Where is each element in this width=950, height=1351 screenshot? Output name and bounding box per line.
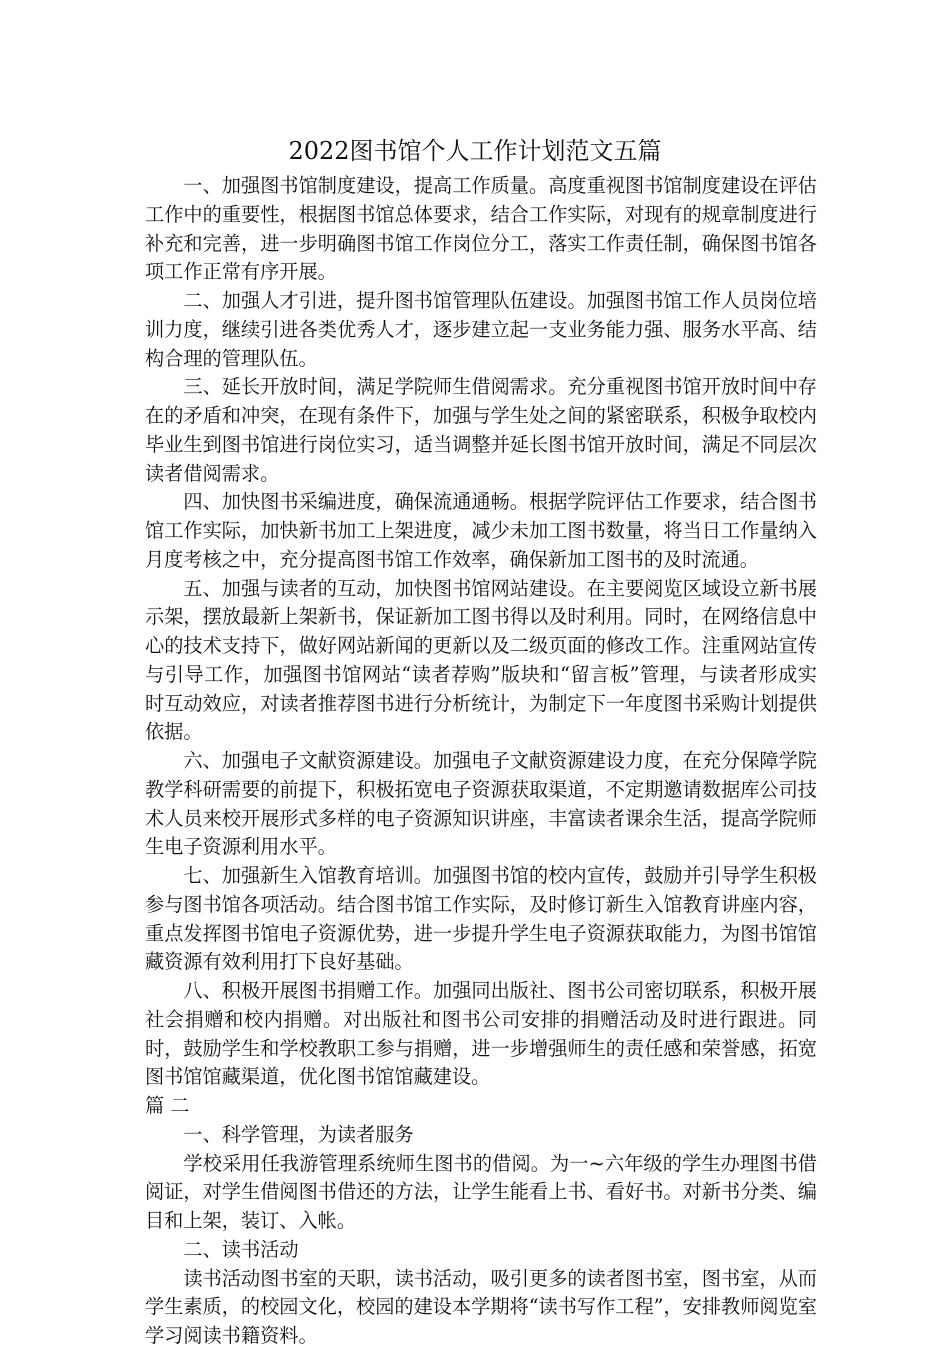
document-title: 2022图书馆个人工作计划范文五篇 <box>288 137 662 165</box>
section-two-subheading-1: 一、科学管理，为读者服务 <box>183 1122 414 1146</box>
paragraph-5: 五、加强与读者的互动，加快图书馆网站建设。在主要阅览区域设立新书展示架，摆放最新上架新书，保证新加工图书得以及时利用。同时，在网络信息中心的技术支持下，做好网站新闻的更新以及二级页面的修改工作。注重网站宣传与引导工作，加强图书馆网站“读者荐购”版块和“留言板”管理，与读者形成实时互动效应，对读者推荐图书进行分析统计，为制定下一年度图书采购计划提供依据。 <box>145 576 817 744</box>
paragraph-1: 一、加强图书馆制度建设，提高工作质量。高度重视图书馆制度建设在评估工作中的重要性，根据图书馆总体要求，结合工作实际，对现有的规章制度进行补充和完善，进一步明确图书馆工作岗位分工，落实工作责任制，确保图书馆各项工作正常有序开展。 <box>145 174 817 284</box>
section-two-heading: 篇 二 <box>145 1094 190 1117</box>
paragraph-6: 六、加强电子文献资源建设。加强电子文献资源建设力度，在充分保障学院教学科研需要的前提下，积极拓宽电子资源获取渠道，不定期邀请数据库公司技术人员来校开展形式多样的电子资源知识讲座，丰富读者课余生活，提高学院师生电子资源利用水平。 <box>145 749 817 859</box>
paragraph-7: 七、加强新生入馆教育培训。加强图书馆的校内宣传，鼓励并引导学生积极参与图书馆各项活动。结合图书馆工作实际，及时修订新生入馆教育讲座内容，重点发挥图书馆电子资源优势，进一步提升学生电子资源获取能力，为图书馆馆藏资源有效利用打下良好基础。 <box>145 864 817 974</box>
section-two-paragraph-1: 学校采用任我游管理系统师生图书的借阅。为一~六年级的学生办理图书借阅证，对学生借阅图书借还的方法，让学生能看上书、看好书。对新书分类、编目和上架，装订、入帐。 <box>145 1151 817 1232</box>
paragraph-4: 四、加快图书采编进度，确保流通通畅。根据学院评估工作要求，结合图书馆工作实际，加快新书加工上架进度，减少未加工图书数量，将当日工作量纳入月度考核之中，充分提高图书馆工作效率，确保新加工图书的及时流通。 <box>145 490 817 571</box>
section-two-subheading-2: 二、读书活动 <box>183 1237 299 1261</box>
paragraph-2: 二、加强人才引进，提升图书馆管理队伍建设。加强图书馆工作人员岗位培训力度，继续引进各类优秀人才，逐步建立起一支业务能力强、服务水平高、结构合理的管理队伍。 <box>145 289 817 370</box>
section-two-paragraph-2: 读书活动图书室的天职，读书活动，吸引更多的读者图书室，图书室，从而学生素质，的校园文化，校园的建设本学期将“读书写作工程”，安排教师阅览室学习阅读书籍资料。 <box>145 1266 817 1347</box>
paragraph-8: 八、积极开展图书捐赠工作。加强同出版社、图书公司密切联系，积极开展社会捐赠和校内捐赠。对出版社和图书公司安排的捐赠活动及时进行跟进。同时，鼓励学生和学校教职工参与捐赠，进一步增强师生的责任感和荣誉感，拓宽图书馆馆藏渠道，优化图书馆馆藏建设。 <box>145 979 817 1089</box>
document-body <box>145 172 817 1351</box>
paragraph-3: 三、延长开放时间，满足学院师生借阅需求。充分重视图书馆开放时间中存在的矛盾和冲突，在现有条件下，加强与学生处之间的紧密联系，积极争取校内毕业生到图书馆进行岗位实习，适当调整并延长图书馆开放时间，满足不同层次读者借阅需求。 <box>145 375 817 485</box>
